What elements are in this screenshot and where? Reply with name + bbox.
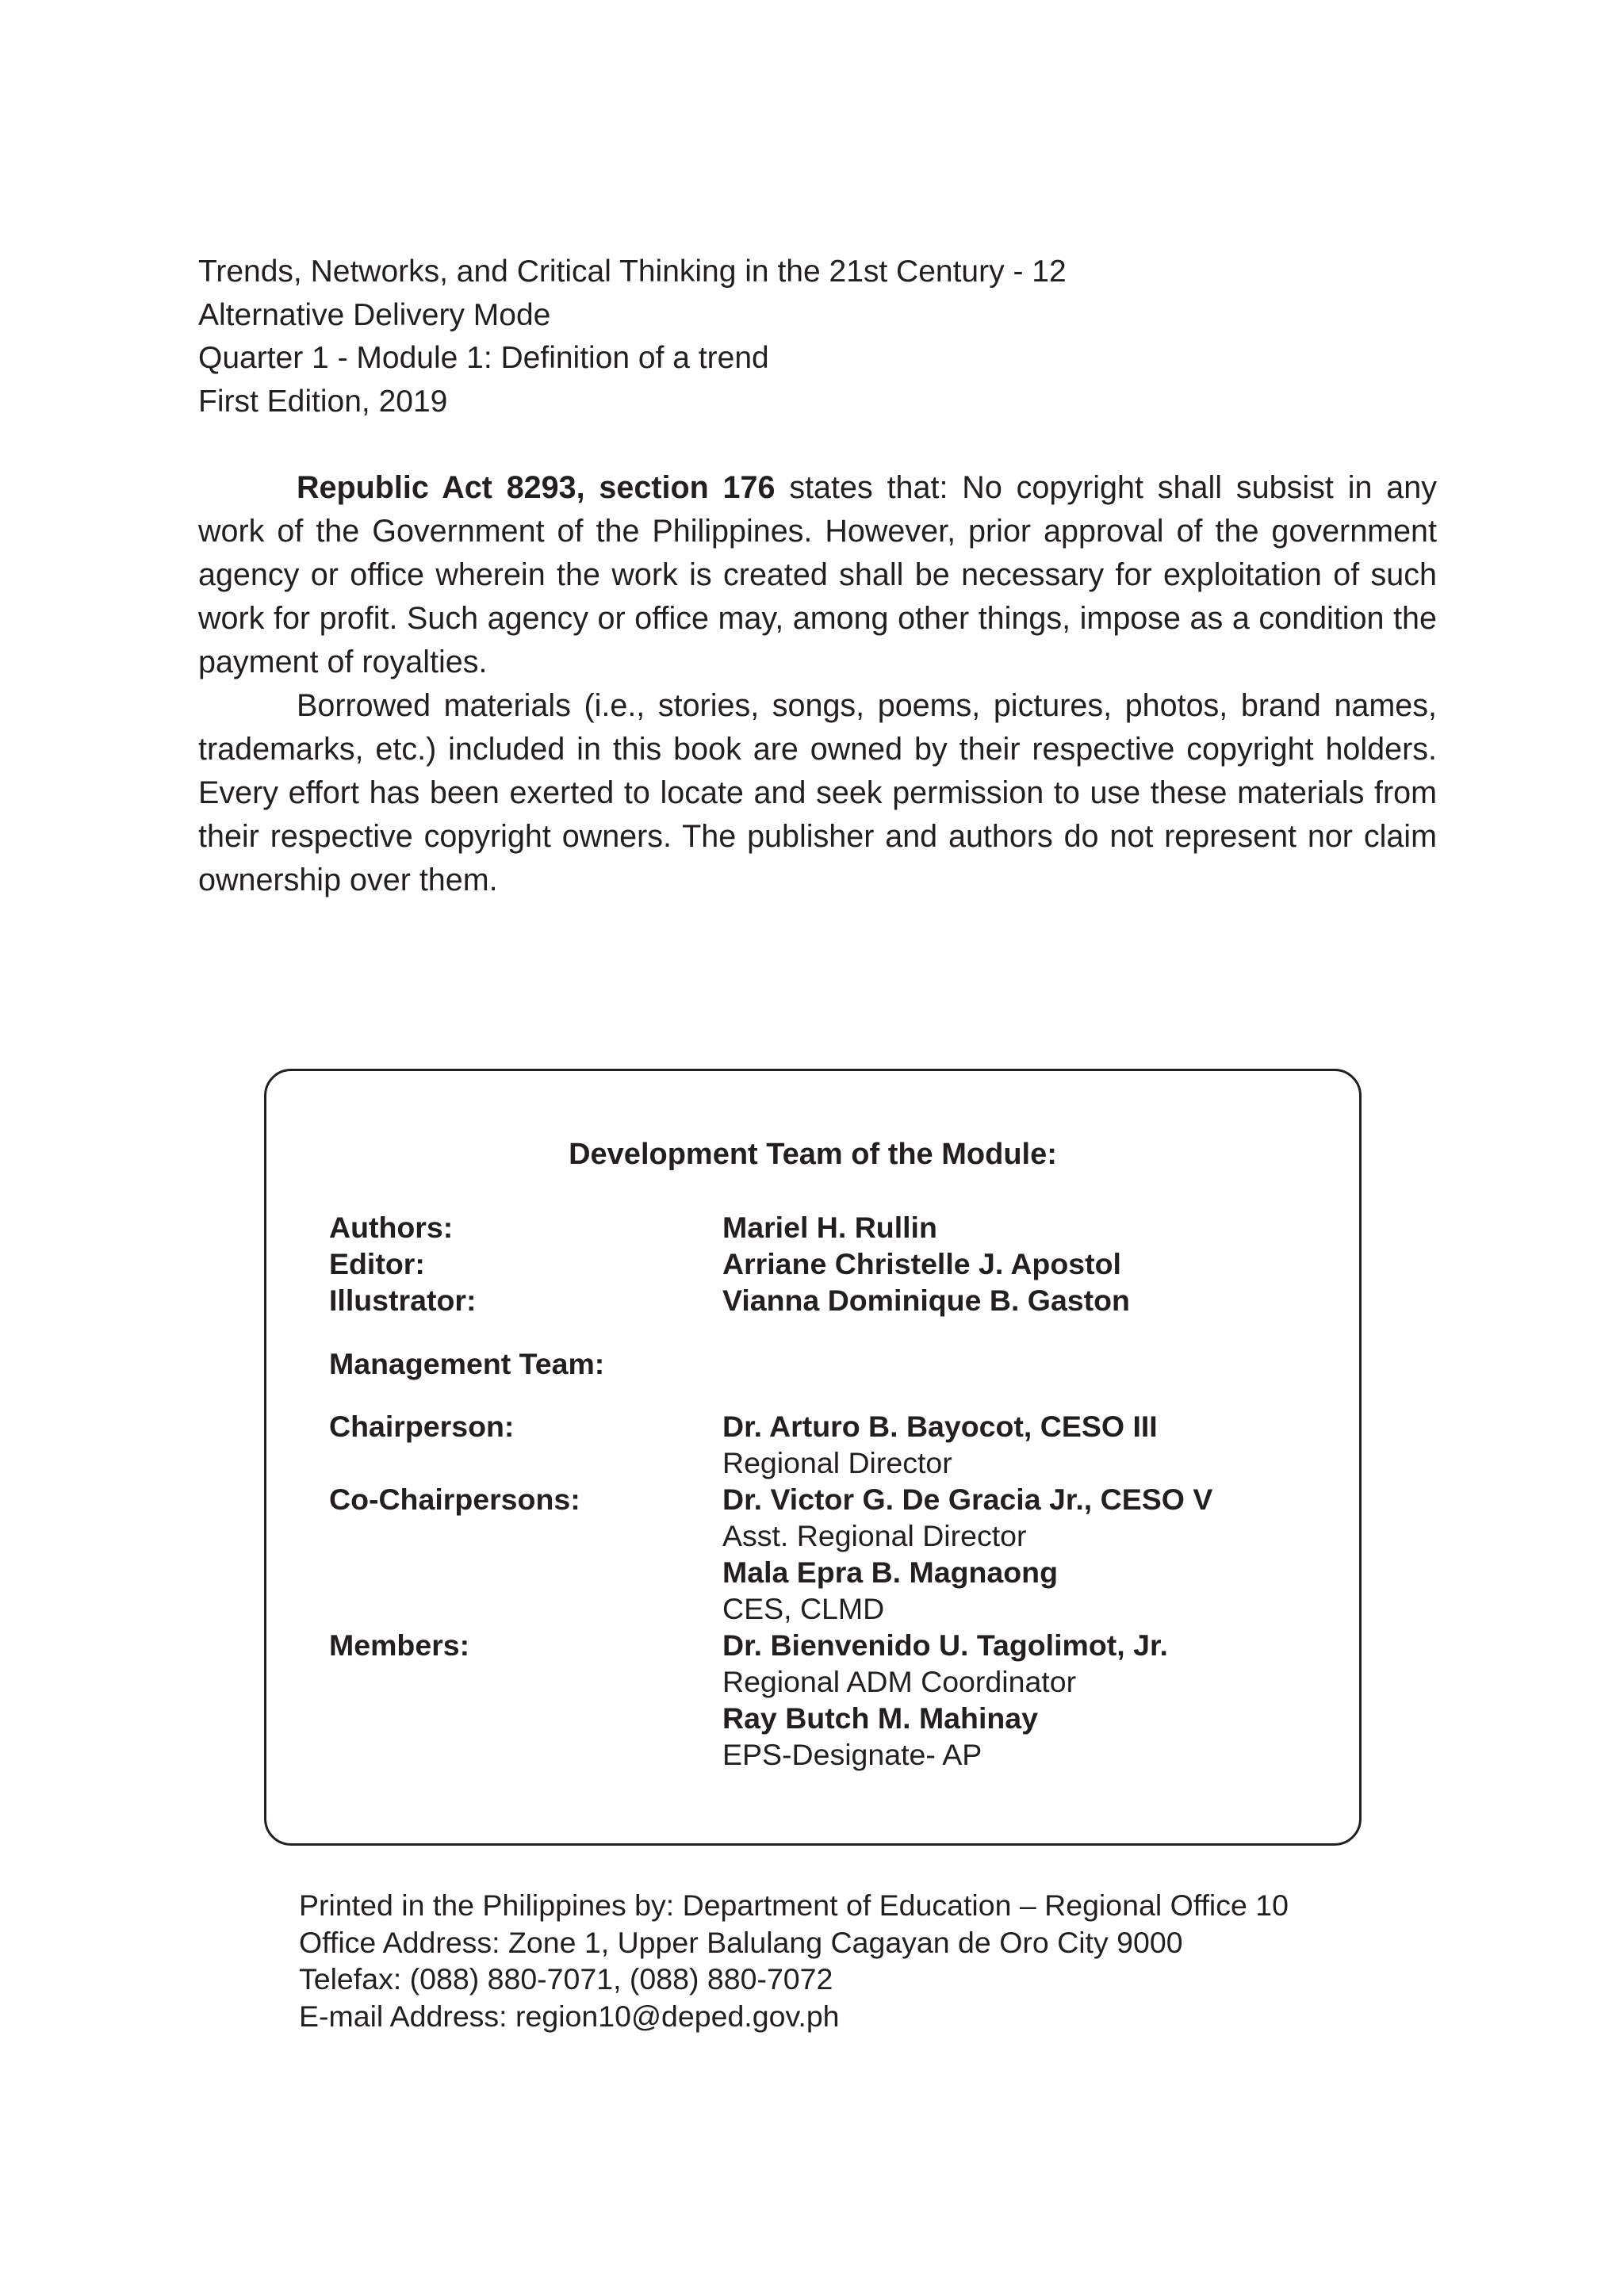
- development-team-box: [264, 1069, 1362, 1846]
- chairperson-position: Regional Director: [722, 1446, 952, 1479]
- module-title: Quarter 1 - Module 1: Definition of a trend: [198, 341, 769, 375]
- module-series-title: Trends, Networks, and Critical Thinking in the 21st Century - 12: [198, 254, 1067, 289]
- office-address: Office Address: Zone 1, Upper Balulang Cagayan de Oro City 9000: [299, 1925, 1183, 1959]
- authors-label: Authors:: [329, 1211, 454, 1244]
- development-team-title: Development Team of the Module:: [569, 1138, 1057, 1171]
- editor-label: Editor:: [329, 1247, 425, 1280]
- cochair2-position: CES, CLMD: [722, 1592, 885, 1625]
- printed-by: Printed in the Philippines by: Department of Education – Regional Office 10: [299, 1888, 1289, 1922]
- law-text: states that: No copyright shall subsist in any work of the Government of the Philippines. However, prior approval of the government agency or office wherein the work is created shall be necessary for exploitation of such work for profit. Such agency or office may, among other things, impose as a condition the payment of royalties.: [198, 470, 1437, 679]
- law-reference: Republic Act 8293, section 176: [297, 470, 776, 505]
- illustrator-name: Vianna Dominique B. Gaston: [722, 1284, 1130, 1317]
- edition: First Edition, 2019: [198, 384, 448, 419]
- delivery-mode: Alternative Delivery Mode: [198, 297, 551, 332]
- publication-header: [198, 251, 1435, 423]
- borrowed-materials-paragraph: Borrowed materials (i.e., stories, songs, poems, pictures, photos, brand names, trademarks, etc.) included in this book are owned by their respective copyright holders. Every effort has been exerted to locate and seek permission to use these materials from their respective copyright owners. The publisher and authors do not represent nor claim ownership over them.: [198, 688, 1437, 897]
- cochairpersons-label: Co-Chairpersons:: [329, 1483, 580, 1516]
- member2-position: EPS-Designate- AP: [722, 1738, 982, 1771]
- email-address: E-mail Address: region10@deped.gov.ph: [299, 1999, 840, 2033]
- members-label: Members:: [329, 1628, 470, 1662]
- cochair1-position: Asst. Regional Director: [722, 1519, 1027, 1552]
- chairperson-name: Dr. Arturo B. Bayocot, CESO III: [722, 1410, 1158, 1443]
- cochair2-name: Mala Epra B. Magnaong: [722, 1556, 1058, 1589]
- telefax: Telefax: (088) 880-7071, (088) 880-7072: [299, 1962, 833, 1996]
- printing-information: [299, 1887, 1488, 2034]
- chairperson-label: Chairperson:: [329, 1410, 515, 1443]
- editor-name: Arriane Christelle J. Apostol: [722, 1247, 1121, 1280]
- authors-name: Mariel H. Rullin: [722, 1211, 937, 1244]
- management-team-label: Management Team:: [329, 1347, 605, 1380]
- illustrator-label: Illustrator:: [329, 1284, 477, 1317]
- cochair1-name: Dr. Victor G. De Gracia Jr., CESO V: [722, 1483, 1213, 1516]
- member1-position: Regional ADM Coordinator: [722, 1665, 1077, 1698]
- copyright-notice: [198, 466, 1437, 902]
- copyright-law-paragraph: [198, 466, 1437, 684]
- member1-name: Dr. Bienvenido U. Tagolimot, Jr.: [722, 1628, 1168, 1662]
- member2-name: Ray Butch M. Mahinay: [722, 1701, 1038, 1735]
